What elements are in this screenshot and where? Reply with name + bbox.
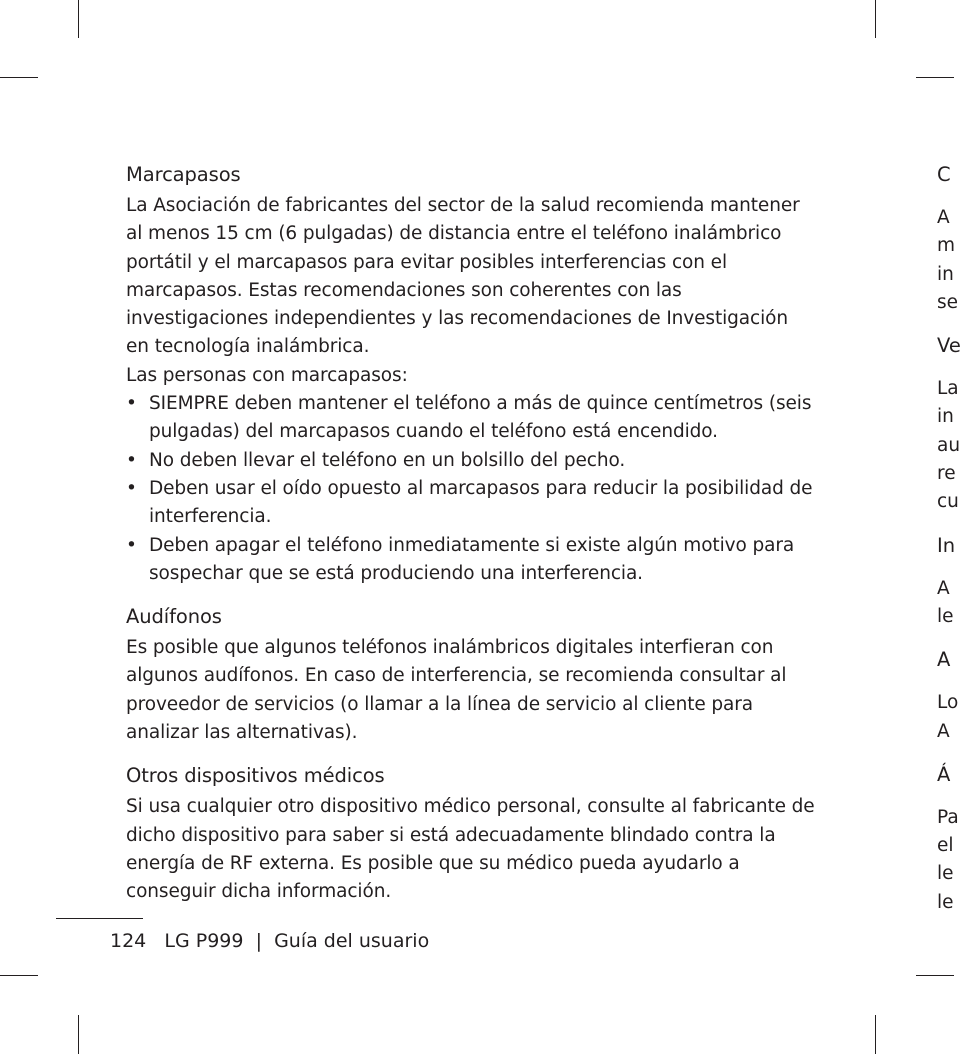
- fragment-text: Lo: [937, 692, 959, 714]
- fragment-text: le: [937, 863, 954, 885]
- list-item: [126, 475, 816, 532]
- fragment-text: le: [937, 605, 954, 627]
- crop-mark: [0, 77, 38, 78]
- paragraph: Es posible que algunos teléfonos inalámbricos digitales interfieran con algunos audífonos. En caso de interferencia, se recomienda consultar al proveedor de servicios (o llamar a la línea de servicio al cliente para analizar las alternativas).: [126, 637, 787, 744]
- paragraph: Si usa cualquier otro dispositivo médico personal, consulte al fabricante de dicho dispositivo para saber si está adecuadamente blindado contra la energía de RF externa. Es posible que su médico pueda ayudarlo a conseguir dicha información.: [126, 796, 815, 903]
- crop-mark: [916, 975, 954, 976]
- guide-title: Guía del usuario: [274, 930, 430, 952]
- fragment-text: C: [937, 163, 951, 186]
- list-item-text: SIEMPRE deben mantener el teléfono a más de quince centímetros (seis pulgadas) del marcapasos cuando el teléfono está encendido.: [149, 393, 812, 443]
- fragment-text: A: [937, 577, 950, 599]
- bullet-list: [126, 390, 816, 588]
- list-item-text: Deben usar el oído opuesto al marcapasos para reducir la posibilidad de interferencia.: [149, 477, 813, 528]
- section-otros-dispositivos: [126, 761, 816, 906]
- paragraph: Las personas con marcapasos:: [126, 364, 408, 386]
- fragment-text: A: [937, 720, 950, 742]
- footer-rule: [56, 918, 143, 919]
- model-name: LG P999: [164, 930, 244, 952]
- section-audifonos: [126, 602, 816, 747]
- fragment-text: re: [937, 463, 956, 485]
- fragment-text: A: [937, 207, 950, 228]
- list-item-text: Deben apagar el teléfono inmediatamente si existe algún motivo para sospechar que se está produciendo una interferencia.: [149, 534, 795, 584]
- section-heading: Marcapasos: [126, 163, 241, 186]
- right-page-fragment: [937, 160, 977, 917]
- crop-mark: [78, 0, 79, 38]
- fragment-text: au: [937, 434, 961, 456]
- list-item: [126, 532, 816, 589]
- section-heading: Audífonos: [126, 605, 222, 629]
- fragment-text: A: [937, 648, 951, 672]
- bullet-icon: •: [126, 477, 137, 499]
- fragment-text: Ve: [937, 334, 961, 358]
- crop-mark: [875, 0, 876, 38]
- fragment-text: le: [937, 891, 954, 913]
- bullet-icon: •: [126, 534, 137, 556]
- main-text-column: [126, 160, 816, 907]
- fragment-text: in: [937, 406, 954, 428]
- fragment-text: in: [937, 263, 954, 285]
- list-item: [126, 390, 816, 447]
- section-heading: Otros dispositivos médicos: [126, 764, 385, 788]
- fragment-text: se: [937, 291, 959, 313]
- section-marcapasos: [126, 160, 816, 588]
- fragment-text: m: [937, 235, 956, 257]
- list-item: [126, 447, 816, 475]
- fragment-text: La: [937, 378, 959, 400]
- bullet-icon: •: [126, 449, 137, 471]
- fragment-text: el: [937, 835, 954, 857]
- paragraph: La Asociación de fabricantes del sector de la salud recomienda mantener al menos 15 cm (6 pulgadas) de distancia entre el teléfono inalámbrico portátil y el marcapasos para evitar posibles interferencias con el marcapasos. Estas recomendaciones son coherentes con las investigaciones independientes y las recomendaciones de Investigación en tecnología inalámbrica.: [126, 195, 800, 358]
- spacer: [937, 361, 977, 375]
- crop-mark: [78, 1015, 79, 1054]
- bullet-icon: •: [126, 393, 137, 415]
- crop-mark: [0, 975, 38, 976]
- spacer: [937, 561, 977, 575]
- fragment-text: Á: [937, 762, 951, 786]
- spacer: [937, 790, 977, 804]
- page-number: 124: [110, 930, 147, 952]
- fragment-text: Pa: [937, 806, 959, 828]
- list-item-text: No deben llevar el teléfono en un bolsillo del pecho.: [149, 449, 626, 471]
- fragment-text: In: [937, 533, 956, 557]
- spacer: [937, 675, 977, 689]
- footer-separator: |: [255, 930, 262, 952]
- spacer: [937, 190, 977, 204]
- crop-mark: [916, 77, 954, 78]
- fragment-text: cu: [937, 491, 959, 513]
- page-footer: [110, 927, 429, 955]
- crop-mark: [875, 1015, 876, 1054]
